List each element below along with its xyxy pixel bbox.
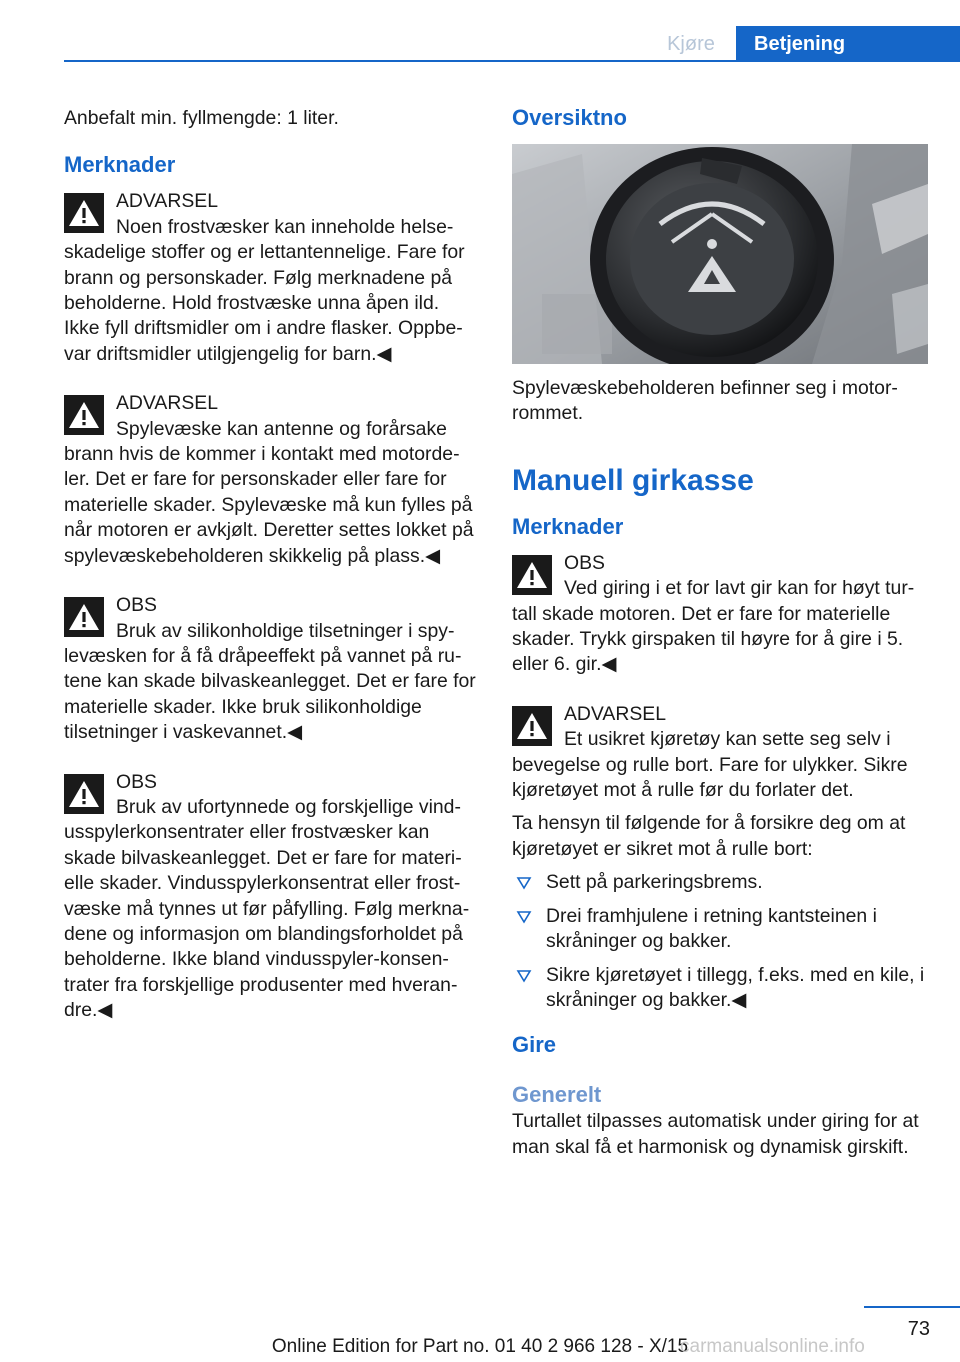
header-rule	[64, 60, 960, 62]
reservoir-cap-photo	[512, 144, 928, 364]
heading-merknader: Merknader	[64, 152, 176, 178]
para-generelt: Turtallet tilpasses automatisk under giring for at man skal få et harmonisk og dynamisk girskift.	[512, 1110, 919, 1158]
page-number: 73	[907, 1318, 930, 1340]
notice-1	[64, 187, 478, 367]
notice-4	[64, 768, 478, 1024]
page-header	[0, 0, 960, 64]
notice-3	[64, 591, 478, 745]
warning-triangle-icon	[64, 193, 104, 233]
footer-edition: Online Edition for Part no. 01 40 2 966 128 - X/15	[271, 1336, 689, 1357]
warning-triangle-icon	[64, 395, 104, 435]
list-item-text: Sett på parkeringsbrems.	[546, 871, 763, 894]
footer-watermark: carmanualsonline.info	[680, 1336, 865, 1357]
footer-rule	[864, 1306, 960, 1308]
notice-6	[512, 700, 928, 804]
heading-merknader-2: Merknader	[512, 513, 624, 539]
notice-text: Bruk av silikonholdige tilsetninger i spylevæsken for å få dråpeeffekt på vannet på rutene kan skade bilvaskeanlegget. Det er fare for materielle skader. Ikke bruk silikonholdige tilsetninger i vaskevannet.◀	[64, 619, 476, 744]
notice-label: OBS	[116, 770, 157, 793]
notice-text: Et usikret kjøretøy kan sette seg selv i bevegelse og rulle bort. Fare for ulykker. Sikre kjøretøyet mot å rulle før du forlater det.	[512, 728, 908, 802]
notice-label: ADVARSEL	[116, 190, 219, 213]
warning-triangle-icon	[512, 555, 552, 595]
heading-oversikt: Oversiktno	[512, 105, 627, 130]
notice-label: OBS	[564, 551, 605, 574]
notice-label: ADVARSEL	[564, 702, 667, 725]
notice-label: OBS	[116, 594, 157, 617]
list-item-text: Sikre kjøretøyet i tillegg, f.eks. med en kile, i skråninger og bakker.◀	[546, 963, 925, 1011]
list-item	[512, 963, 928, 1014]
heading-gire: Gire	[512, 1032, 557, 1058]
para-hensyn: Ta hensyn til følgende for å forsikre deg om at kjøretøyet er sikret mot å rulle bort:	[512, 812, 906, 860]
list-item-text: Drei framhjulene i retning kantsteinen i skråninger og bakker.	[546, 904, 877, 953]
header-tab-betjening[interactable]: Betjening	[736, 26, 960, 62]
right-column	[512, 96, 928, 1168]
list-item	[512, 904, 928, 955]
notice-label: ADVARSEL	[116, 392, 219, 415]
notice-2	[64, 389, 478, 569]
list-item	[512, 870, 928, 895]
bullet-list	[512, 870, 928, 1013]
notice-text: Bruk av ufortynnede og forskjellige vindusspylerkonsentrater eller frostvæsker kan skade bilvaskeanlegget. Det er fare for materielle skader. Vindusspylerkonsentrat eller frostvæske må tynnes ut før påfylling. Følg merknadene og informasjon om blandingsforholdet på beholderne. Ikke bland vindusspyler-konsentrater fra forskjellige produsenter med hverandre.◀	[64, 795, 470, 1022]
triangle-bullet-icon	[514, 907, 534, 927]
heading-manuell-girkasse: Manuell girkasse	[512, 463, 754, 497]
heading-generelt: Generelt	[512, 1082, 602, 1108]
triangle-bullet-icon	[514, 873, 534, 893]
warning-triangle-icon	[64, 597, 104, 637]
left-column	[64, 96, 478, 1046]
intro-text: Anbefalt min. fyllmengde: 1 liter.	[64, 107, 339, 129]
notice-text: Noen frostvæsker kan inneholde helseskadelige stoffer og er lettantennelige. Fare for brann og personskader. Følg merknadene på beholderne. Hold frostvæske unna åpen ild. Ikke fyll driftsmidler om i andre flasker. Oppbevar driftsmidler utilgjengelig for barn.◀	[64, 215, 465, 365]
notice-5	[512, 549, 928, 678]
warning-triangle-icon	[64, 774, 104, 814]
photo-caption: Spylevæskebeholderen befinner seg i motorrommet.	[512, 377, 898, 425]
warning-triangle-icon	[512, 706, 552, 746]
header-tab-kjore[interactable]: Kjøre	[667, 33, 715, 55]
notice-text: Ved giring i et for lavt gir kan for høyt turtall skade motoren. Det er fare for materielle skader. Trykk girspaken til høyre for å gire i 5. eller 6. gir.◀	[512, 577, 915, 676]
triangle-bullet-icon	[514, 966, 534, 986]
notice-text: Spylevæske kan antenne og forårsake brann hvis de kommer i kontakt med motordeler. Det er fare for personskader eller fare for materielle skader. Spylevæske må kun fylles på når motoren er avkjølt. Deretter settes lokket på spylevæskebeholderen skikkelig på plass.◀	[64, 417, 474, 567]
